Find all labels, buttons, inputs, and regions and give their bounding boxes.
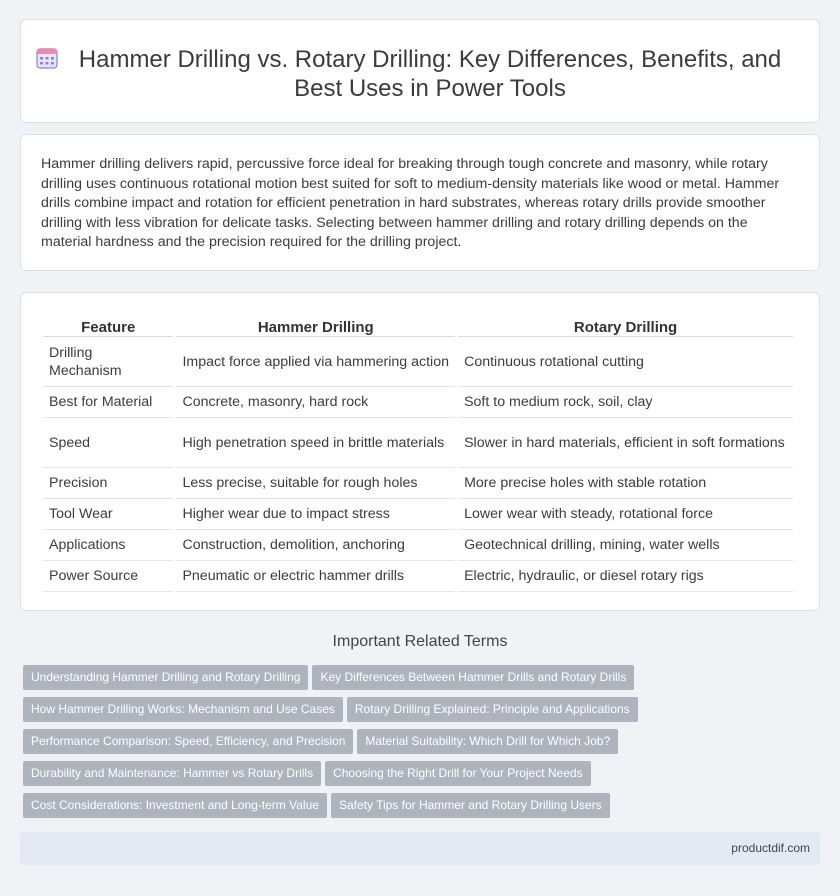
intro-paragraph: Hammer drilling delivers rapid, percussive force ideal for breaking through tough concrete and masonry, while rotary drilling uses continuous rotational motion best suited for soft to medium-density materials like wood or metal. Hammer drills combine impact and rotation for efficient penetration in hard substrates, whereas rotary drills provide smoother drilling with less vibration for delicate tasks. Selecting between hammer drilling and rotary drilling depends on the material hardness and the precision required for the drilling project. bbox=[41, 156, 780, 251]
related-tag[interactable]: Key Differences Between Hammer Drills and Rotary Drills bbox=[312, 665, 634, 690]
table-row bbox=[43, 530, 793, 561]
table-row bbox=[43, 561, 793, 592]
table-cell: Concrete, masonry, hard rock bbox=[176, 387, 455, 418]
related-tag[interactable]: Rotary Drilling Explained: Principle and Applications bbox=[347, 697, 638, 722]
table-cell: Tool Wear bbox=[43, 499, 173, 530]
table-cell: Slower in hard materials, efficient in soft formations bbox=[458, 418, 793, 468]
table-cell: Applications bbox=[43, 530, 173, 561]
related-tag[interactable]: Understanding Hammer Drilling and Rotary Drilling bbox=[23, 665, 308, 690]
table-cell: Electric, hydraulic, or diesel rotary rigs bbox=[458, 561, 793, 592]
comparison-table-card bbox=[20, 292, 820, 611]
related-tag[interactable]: Performance Comparison: Speed, Efficiency, and Precision bbox=[23, 729, 353, 754]
column-header-hammer: Hammer Drilling bbox=[176, 315, 455, 337]
table-cell: Geotechnical drilling, mining, water wells bbox=[458, 530, 793, 561]
column-header-rotary: Rotary Drilling bbox=[458, 315, 793, 337]
table-cell: More precise holes with stable rotation bbox=[458, 468, 793, 499]
site-link[interactable]: productdif.com bbox=[731, 841, 810, 855]
table-cell: Construction, demolition, anchoring bbox=[176, 530, 455, 561]
table-cell: Impact force applied via hammering action bbox=[176, 337, 455, 387]
footer bbox=[20, 832, 820, 865]
table-cell: Lower wear with steady, rotational force bbox=[458, 499, 793, 530]
related-tag[interactable]: Choosing the Right Drill for Your Project Needs bbox=[325, 761, 590, 786]
related-terms-title: Important Related Terms bbox=[332, 633, 508, 650]
table-cell: Higher wear due to impact stress bbox=[176, 499, 455, 530]
table-header-row bbox=[43, 315, 793, 337]
related-tags bbox=[23, 665, 823, 825]
related-tag[interactable]: Durability and Maintenance: Hammer vs Rotary Drills bbox=[23, 761, 321, 786]
table-cell: Continuous rotational cutting bbox=[458, 337, 793, 387]
table-row bbox=[43, 468, 793, 499]
table-cell: Soft to medium rock, soil, clay bbox=[458, 387, 793, 418]
table-cell: Pneumatic or electric hammer drills bbox=[176, 561, 455, 592]
table-row bbox=[43, 418, 793, 468]
table-cell: Power Source bbox=[43, 561, 173, 592]
table-row bbox=[43, 499, 793, 530]
related-tag[interactable]: Material Suitability: Which Drill for Which Job? bbox=[357, 729, 618, 754]
table-cell: Best for Material bbox=[43, 387, 173, 418]
header-card bbox=[20, 19, 820, 123]
table-cell: Speed bbox=[43, 418, 173, 468]
calendar-grid-icon bbox=[35, 46, 59, 70]
comparison-table bbox=[40, 315, 796, 592]
related-tag[interactable]: Cost Considerations: Investment and Long-term Value bbox=[23, 793, 327, 818]
table-cell: Precision bbox=[43, 468, 173, 499]
column-header-feature: Feature bbox=[43, 315, 173, 337]
related-tag[interactable]: Safety Tips for Hammer and Rotary Drilling Users bbox=[331, 793, 610, 818]
table-row bbox=[43, 337, 793, 387]
related-tag[interactable]: How Hammer Drilling Works: Mechanism and Use Cases bbox=[23, 697, 343, 722]
page-title: Hammer Drilling vs. Rotary Drilling: Key Differences, Benefits, and Best Uses in Power Tools bbox=[78, 46, 782, 102]
table-row bbox=[43, 387, 793, 418]
table-cell: High penetration speed in brittle materials bbox=[176, 418, 455, 468]
intro-card bbox=[20, 134, 820, 271]
table-cell: Less precise, suitable for rough holes bbox=[176, 468, 455, 499]
table-cell: Drilling Mechanism bbox=[43, 337, 173, 387]
